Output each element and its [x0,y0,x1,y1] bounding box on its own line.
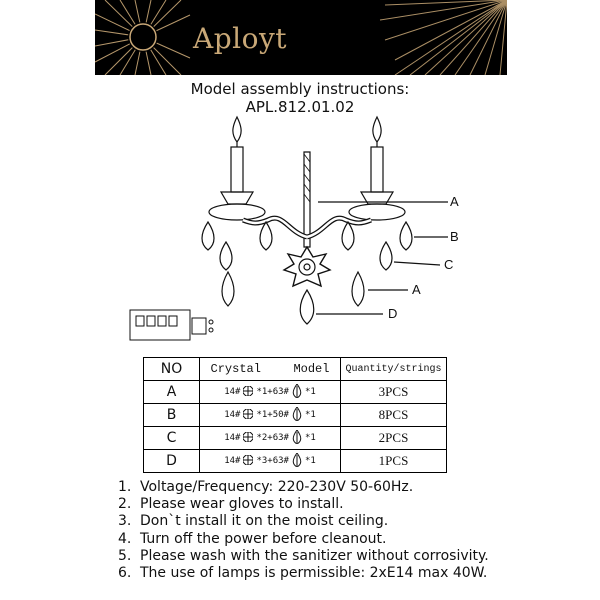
suffix: *1 [304,456,316,466]
note-text: The use of lamps is permissible: 2xE14 max 40W. [140,565,488,582]
octagon-crystal-icon [243,409,253,422]
header-no: NO [144,358,200,381]
header-qty: Quantity/strings [341,358,447,381]
note-number: 2. [118,496,132,513]
list-item [118,496,489,513]
brand-logo: Aployt [193,22,288,55]
list-item [118,565,489,582]
note-text: Turn off the power before cleanout. [140,530,387,547]
brand-header [95,0,507,75]
table-row [144,450,447,473]
lamp-diagram [118,112,478,352]
octagon-crystal-icon [243,386,253,399]
label-a-bottom: A [412,282,421,297]
note-number: 4. [118,530,132,547]
row-no: B [144,404,200,427]
table-row [144,404,447,427]
crystal-table [143,357,447,473]
prefix: 14# [224,410,241,420]
mid: *1+63# [256,387,289,397]
suffix: *1 [304,433,316,443]
note-number: 5. [118,547,132,564]
label-b: B [450,229,459,244]
row-no: C [144,427,200,450]
note-number: 6. [118,565,132,582]
prefix: 14# [224,387,241,397]
row-no: D [144,450,200,473]
header-crystal-model [200,358,341,381]
octagon-crystal-icon [243,432,253,445]
table-row [144,381,447,404]
list-item [118,479,489,496]
octagon-crystal-icon [243,455,253,468]
wiring-block-icon [130,310,213,340]
row-qty: 8PCS [341,404,447,427]
note-text: Voltage/Frequency: 220-230V 50-60Hz. [140,479,414,495]
candle-right [371,147,383,192]
mid: *1+50# [256,410,289,420]
suffix: *1 [304,410,316,420]
page-title: Model assembly instructions: [190,80,410,98]
note-number: 3. [118,513,132,530]
note-text: Please wash with the sanitizer without corrosivity. [140,547,489,564]
note-text: Don`t install it on the moist ceiling. [140,513,389,530]
prefix: 14# [224,456,241,466]
drop-crystal-icon [292,407,302,424]
mid: *3+63# [256,456,289,466]
label-a-top: A [450,194,459,209]
table-row [144,427,447,450]
model-number: APL.812.01.02 [245,98,355,116]
note-text: Please wear gloves to install. [140,496,344,513]
instruction-notes [118,479,489,582]
label-d: D [388,306,398,321]
table-header-row [144,358,447,381]
header-crystal: Crystal [210,362,261,376]
note-number: 1. [118,479,132,495]
header-model: Model [293,362,330,376]
sunburst-decoration [95,0,507,75]
row-qty: 1PCS [341,450,447,473]
drop-crystal-icon [292,430,302,447]
mid: *2+63# [256,433,289,443]
list-item [118,548,489,565]
drop-crystal-icon [292,453,302,470]
row-qty: 2PCS [341,427,447,450]
list-item [118,531,489,548]
label-c: C [444,257,454,272]
list-item [118,513,489,530]
row-no: A [144,381,200,404]
drop-crystal-icon [292,384,302,401]
row-qty: 3PCS [341,381,447,404]
suffix: *1 [304,387,316,397]
prefix: 14# [224,433,241,443]
candle-left [231,147,243,192]
